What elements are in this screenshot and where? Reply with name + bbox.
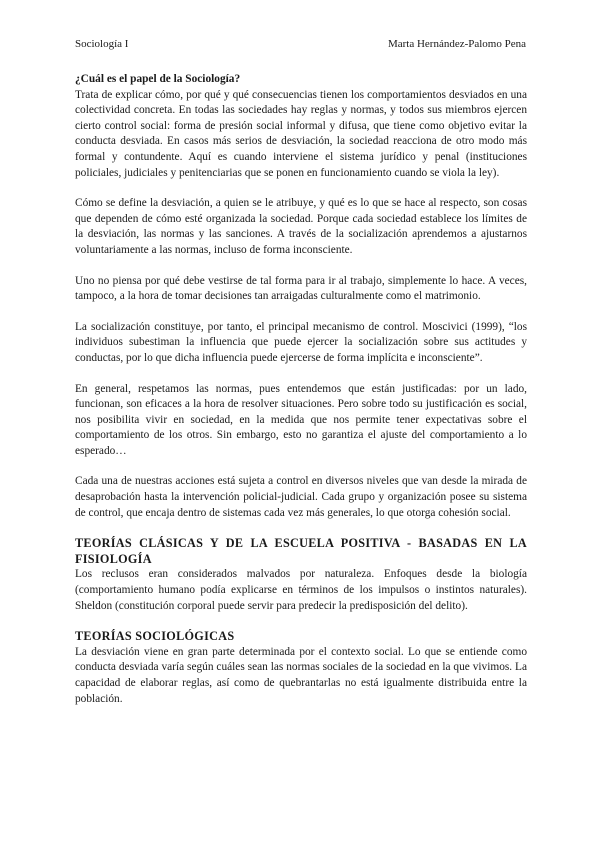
- body-paragraph: Uno no piensa por qué debe vestirse de tal forma para ir al trabajo, simplemente lo hace. A veces, tampoco, a la hora de tomar decisiones tan arraigadas culturalmente como el matrimonio.: [75, 274, 527, 303]
- document-body: [75, 72, 527, 722]
- page-header: [75, 38, 526, 51]
- header-author-name: Marta Hernández-Palomo Pena: [387, 38, 526, 50]
- body-paragraph: Trata de explicar cómo, por qué y qué consecuencias tienen los comportamientos desviados en una colectividad concreta. En todas las sociedades hay reglas y normas, y todos sus miembros ejercen cierto control social: forma de presión social informal y difusa, que tiene como objetivo evitar la conducta desviada. En casos más serios de desviación, la sociedad reacciona de otro modo más formal y contundente. Aquí es cuando interviene el sistema jurídico y penal (instituciones policiales, judiciales y penitenciarias que se ponen en funcionamiento cuando se viola la ley).: [75, 88, 527, 179]
- section-paragraph-classical-theories: Los reclusos eran considerados malvados por naturaleza. Enfoques desde la biología (comportamiento humano podía explicarse en términos de los impulsos o instintos naturales). Sheldon (constitución corporal puede servir para predecir la predisposición del delito).: [75, 568, 527, 612]
- question-heading: ¿Cuál es el papel de la Sociología?: [75, 73, 241, 85]
- section-paragraph-sociological-theories: La desviación viene en gran parte determinada por el contexto social. Lo que se entiende como conducta desviada varía según cuáles sean las normas sociales de la sociedad en la que vivimos. La capacidad de elaborar reglas, así como de quebrantarlas no está igualmente distribuida entre la población.: [75, 645, 527, 705]
- body-paragraph: La socialización constituye, por tanto, el principal mecanismo de control. Moscivici (1999), “los individuos subestiman la influencia que puede ejercer la socialización sobre sus actitudes y conductas, por lo que dicha influencia puede ejercerse de forma implícita e inconsciente”.: [75, 320, 527, 364]
- section-heading-sociological-theories: TEORÍAS SOCIOLÓGICAS: [75, 629, 235, 644]
- header-course-title: Sociología I: [75, 38, 129, 50]
- section-heading-classical-theories: TEORÍAS CLÁSICAS Y DE LA ESCUELA POSITIVA - BASADAS EN LA FISIOLOGÍA: [75, 536, 527, 566]
- body-paragraph: Cada una de nuestras acciones está sujeta a control en diversos niveles que van desde la mirada de desaprobación hasta la intervención policial-judicial. Cada grupo y organización posee su sistema de control, que encaja dentro de sistemas cada vez más generales, lo que otorga cohesión social.: [75, 475, 527, 519]
- body-paragraph: Cómo se define la desviación, a quien se le atribuye, y qué es lo que se hace al respecto, son cosas que dependen de cómo esté organizada la sociedad. Porque cada sociedad establece los límites de la desviación, las normas y las sanciones. A través de la socialización aprendemos a ajustarnos voluntariamente a las normas, incluso de forma inconsciente.: [75, 197, 527, 256]
- body-paragraph: En general, respetamos las normas, pues entendemos que están justificadas: por un lado, funcionan, son eficaces a la hora de resolver situaciones. Pero sobre todo su justificación es social, nos posibilita vivir en sociedad, en la medida que nos permite tener expectativas sobre el comportamiento de los otros. Sin embargo, esto no garantiza el ajuste del comportamiento a lo esperado…: [75, 382, 527, 457]
